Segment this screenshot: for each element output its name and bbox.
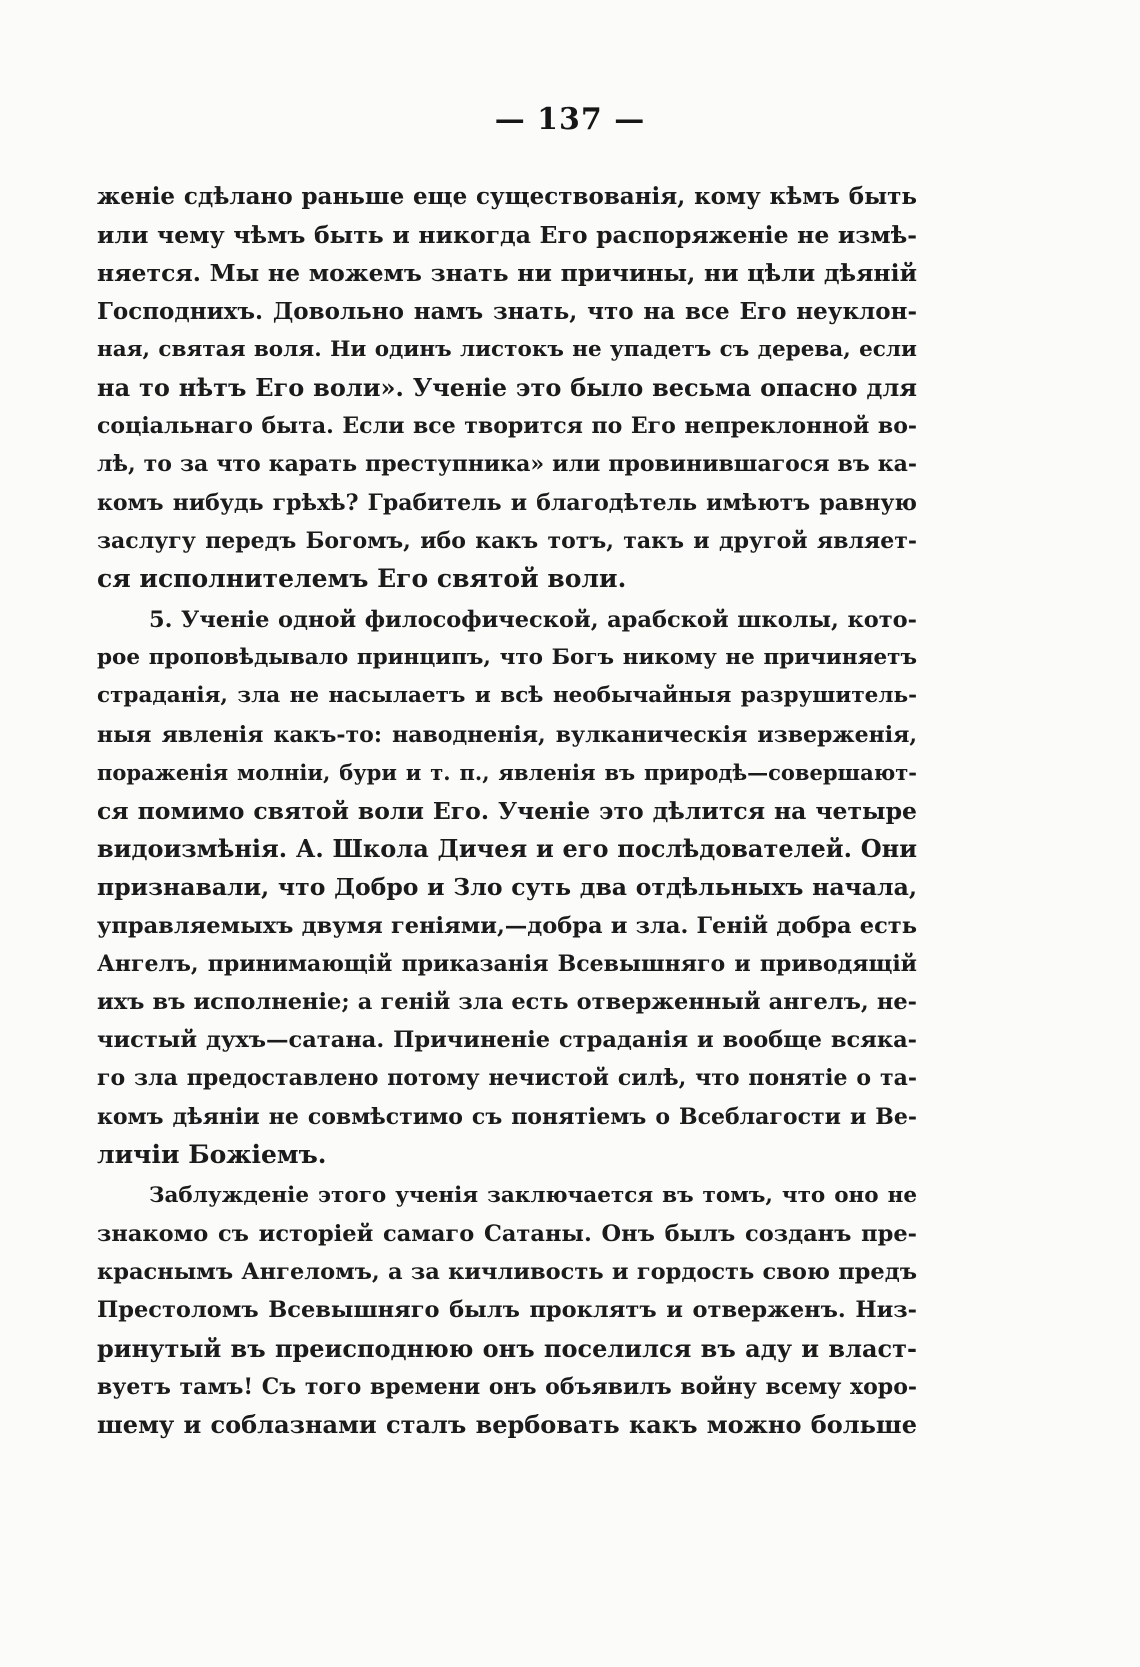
text-line: управляемыхъ двумя геніями,—добра и зла. Геній добра есть (97, 912, 917, 939)
text-line: краснымъ Ангеломъ, а за кичливость и гордость свою предъ (97, 1259, 917, 1286)
text-line: знакомо съ исторіей самаго Сатаны. Онъ былъ созданъ пре- (97, 1221, 917, 1248)
page-number: — 137 — (494, 102, 646, 137)
body-text (97, 178, 917, 1444)
text-line: признавали, что Добро и Зло суть два отдѣльныхъ начала, (97, 873, 917, 902)
text-line: лѣ, то за что карать преступника» или провинившагося въ ка- (97, 451, 917, 478)
text-line: соціальнаго быта. Если все творится по Его непреклонной во- (97, 413, 917, 440)
text-line: женіе сдѣлано раньше еще существованія, кому кѣмъ быть (97, 183, 917, 210)
text-line: личіи Божіемъ. (97, 1139, 327, 1169)
text-line: комъ нибудь грѣхѣ? Грабитель и благодѣтель имѣютъ равную (97, 489, 917, 516)
text-line: ринутый въ преисподнюю онъ поселился въ аду и власт- (97, 1333, 917, 1363)
text-line: Ангелъ, принимающій приказанія Всевышняго и приводящій (97, 950, 917, 977)
text-line: ная, святая воля. Ни одинъ листокъ не упадетъ съ дерева, если (97, 336, 917, 362)
text-line: комъ дѣяніи не совмѣстимо съ понятіемъ о Всеблагости и Ве- (97, 1103, 917, 1130)
text-line: пораженія молніи, бури и т. п., явленія въ природѣ—совершают- (97, 759, 917, 785)
text-line: Престоломъ Всевышняго былъ проклятъ и отверженъ. Низ- (97, 1297, 917, 1324)
text-line: видоизмѣнія. А. Школа Дичея и его послѣдователей. Они (97, 834, 917, 864)
text-line: ся помимо святой воли Его. Ученіе это дѣлится на четыре (97, 797, 917, 825)
text-line: страданія, зла не насылаетъ и всѣ необычайныя разрушитель- (97, 683, 917, 709)
text-line: заслугу передъ Богомъ, ибо какъ тотъ, такъ и другой являет- (97, 527, 917, 554)
text-line: чистый духъ—сатана. Причиненіе страданія и вообще всяка- (97, 1027, 917, 1054)
text-line: Господнихъ. Довольно намъ знать, что на все Его неуклон- (97, 297, 917, 325)
text-line: ныя явленія какъ-то: наводненія, вулканическія изверженія, (97, 721, 917, 748)
text-line: ихъ въ исполненіе; а геній зла есть отверженный ангелъ, не- (97, 988, 917, 1015)
text-line: или чему чѣмъ быть и никогда Его распоряженіе не измѣ- (97, 221, 917, 250)
text-line: ся исполнителемъ Его святой воли. (97, 563, 627, 593)
text-line: шему и соблазнами сталъ вербовать какъ можно больше (97, 1410, 917, 1439)
text-line: на то нѣтъ Его воли». Ученіе это было весьма опасно для (97, 372, 917, 402)
text-line: няется. Мы не можемъ знать ни причины, ни цѣли дѣяній (97, 259, 917, 288)
text-line: го зла предоставлено потому нечистой силѣ, что понятіе о та- (97, 1065, 917, 1092)
text-line: вуетъ тамъ! Съ того времени онъ объявилъ войну всему хоро- (97, 1373, 917, 1400)
text-line: 5. Ученіе одной философической, арабской школы, кото- (149, 607, 917, 634)
text-line: рое проповѣдывало принципъ, что Богъ никому не причиняетъ (97, 645, 917, 671)
text-line: Заблужденіе этого ученія заключается въ томъ, что оно не (149, 1182, 917, 1208)
